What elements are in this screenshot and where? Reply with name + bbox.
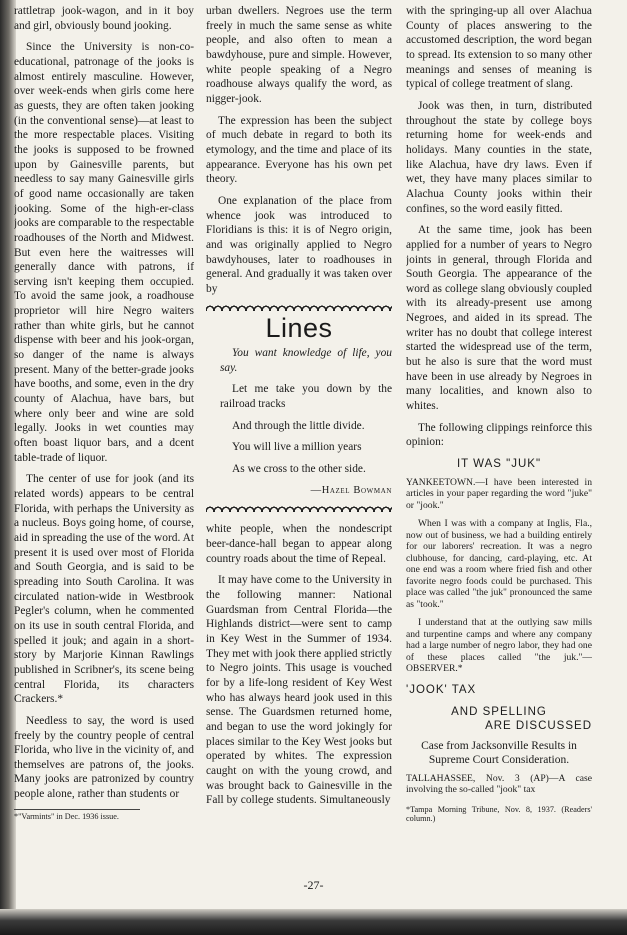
clipping-headline-2: AND SPELLING bbox=[451, 705, 547, 718]
clipping-heading: IT WAS "JUK" bbox=[456, 458, 542, 471]
poem-line: You will live a million years bbox=[232, 441, 362, 454]
clipping-headline-1: 'JOOK' TAX bbox=[406, 683, 477, 696]
clipping-subhead: Case from Jacksonville Results in Supreme Court Consideration. bbox=[421, 739, 577, 766]
scan-bottom-edge bbox=[0, 909, 627, 935]
poem-line: And through the little divide. bbox=[232, 419, 365, 432]
poem-line: You want knowledge of life, you say. bbox=[220, 347, 392, 374]
paragraph: One explanation of the place from whence jook was introduced to Floridians is this: it is of Negro origin, and was originally applied to Negro bawdyhouses, later to roadhouses in general. And gradually it was taken over by bbox=[206, 194, 392, 295]
paragraph: The center of use for jook (and its related words) appears to be central Florida, with perhaps the University as a nucleus. Boys going home, of course, aid in spreading the use of the word. At present it is used over most of Florida and South Georgia, and is said to be spreading into South Carolina. It was circulated nation-wide in Westbrook Pegler's column, when he commented on its use in south central Florida, and spelled it jouk; and again in a short-story by Marjorie Kinnan Rawlings published in Scribner's, its scene being central Florida, its characters Crackers.* bbox=[14, 473, 194, 706]
poem-line: As we cross to the other side. bbox=[232, 463, 366, 476]
poem-title: Lines bbox=[265, 313, 333, 344]
paragraph: The following clippings reinforce this opinion: bbox=[406, 421, 592, 449]
paragraph: Jook was then, in turn, distributed throughout the state by college boys returning home for week-ends and holidays. Many counties in the state, like Alachua, have dry laws. Even if wet, they have many places similar to Alachua County jooks within their confines, so the word easily fitted. bbox=[406, 99, 592, 215]
footnote: *"Varmints" in Dec. 1936 issue. bbox=[14, 809, 140, 822]
clipping-headline-3: ARE DISCUSSED bbox=[485, 719, 592, 732]
paragraph: white people, when the nondescript beer-dance-hall began to appear along country roads about the time of Repeal. bbox=[206, 523, 392, 565]
poem-author: —Hazel Bowman bbox=[310, 484, 392, 496]
paragraph: Since the University is non-co-educational, patronage of the jooks is almost entirely masculine. However, over week-ends when girls come here as guests, they are often taken jooking (in the conventional sense)—at least to the more respectable places. Visiting the jooks is supposed to be frowned upon by Gainesville parents, but needless to say many Gainesville girls of good name occasionally are taken jooking. Some of the high-er-class jooks are comparable to the respectable roadhouses of the North and Midwest. But even here the waitresses will generally dance with patrons, if serving isn't keeping them occupied. To avoid the same jook, a roadhouse proprietor will hire Negro waiters rather than white girls, but he cannot dispense with beer and his jook-organ, so danger of the name is always present. Many of the better-grade jooks have booths, and some, even in the dry county of Alachua, have bars, but where only beer and wine are sold legally. Jooks in wet counties may often boast liquor bars, and a dcent table-trade of liquor. bbox=[14, 41, 194, 464]
paragraph: with the springing-up all over Alachua County of places answering to the accustomed description, the word began to spread. Its extension to so many other meanings and senses of meaning is typical of college treatment of slang. bbox=[406, 5, 592, 91]
clipping-paragraph: YANKEETOWN.—I have been interested in articles in your paper regarding the word "juke" or "jook." bbox=[406, 476, 592, 511]
wavy-divider bbox=[206, 303, 392, 311]
paragraph: The expression has been the subject of much debate in regard to both its etymology, and the time and place of its appearance. Everyone has his own pet theory. bbox=[206, 114, 392, 186]
page-number: -27- bbox=[303, 878, 324, 892]
clipping-paragraph: When I was with a company at Inglis, Fla., now out of business, we had a building entirely for our laborers' recreation. It was a negro clubhouse, for dancing, card-playing, etc. At one end was a room where fried fish and other favorite negro foods could be purchased. This place was called "the juk" pronounced the same as "took." bbox=[406, 518, 592, 610]
clipping-paragraph: TALLAHASSEE, Nov. 3 (AP)—A case involving the so-called "jook" tax bbox=[406, 772, 592, 796]
clipping-paragraph: I understand that at the outlying saw mills and turpentine camps and where any company had a large number of negro labor, they had one of these places called "the juk."—OBSERVER.* bbox=[406, 617, 592, 675]
wavy-divider bbox=[206, 504, 392, 512]
paragraph: urban dwellers. Negroes use the term freely in much the same sense as white people, and also often to mean a bawdyhouse, pure and simple. However, white people speaking of a Negro roadhouse always qualify the word, as nigger-jook. bbox=[206, 5, 392, 105]
text-column-1 bbox=[14, 4, 194, 877]
footnote: *Tampa Morning Tribune, Nov. 8, 1937. (Readers' column.) bbox=[406, 804, 592, 824]
paragraph: rattletrap jook-wagon, and in it boy and girl, obviously bound jooking. bbox=[14, 5, 194, 32]
poem-line: Let me take you down by the railroad tracks bbox=[220, 383, 392, 411]
text-column-2 bbox=[206, 4, 392, 877]
paragraph: At the same time, jook has been applied for a number of years to Negro joints in general, through Florida and South Georgia. The appearance of the word as college slang obviously coupled with its already-present use among Negroes, and aided in its spread. The writer has no doubt that college interest started the widespread use of the term, but he also is sure that the word must have been in use already by Negroes in many localities, and known also to whites. bbox=[406, 224, 592, 413]
paragraph: It may have come to the University in the following manner: National Guardsman from Central Florida—the Highlands district—were sent to camp in Key West in the Summer of 1934. They met with jook there applied strictly to Negro joints. This usage is vouched for by a life-long resident of Key West who has always heard jook used in this sense. The Guardsmen returned home, and began to use the word jokingly for places similar to the Key West jooks but operated by whites. The expression caught on with the young crowd, and was brought back to Gainesville in the Fall by college students. Simultaneously bbox=[206, 574, 392, 807]
text-column-3 bbox=[406, 4, 592, 877]
paragraph: Needless to say, the word is used freely by the country people of central Florida, who live in the vicinity of, and themselves are patrons of, the jooks. Many jooks are patronized by country people alone, rather than students or bbox=[14, 714, 194, 801]
